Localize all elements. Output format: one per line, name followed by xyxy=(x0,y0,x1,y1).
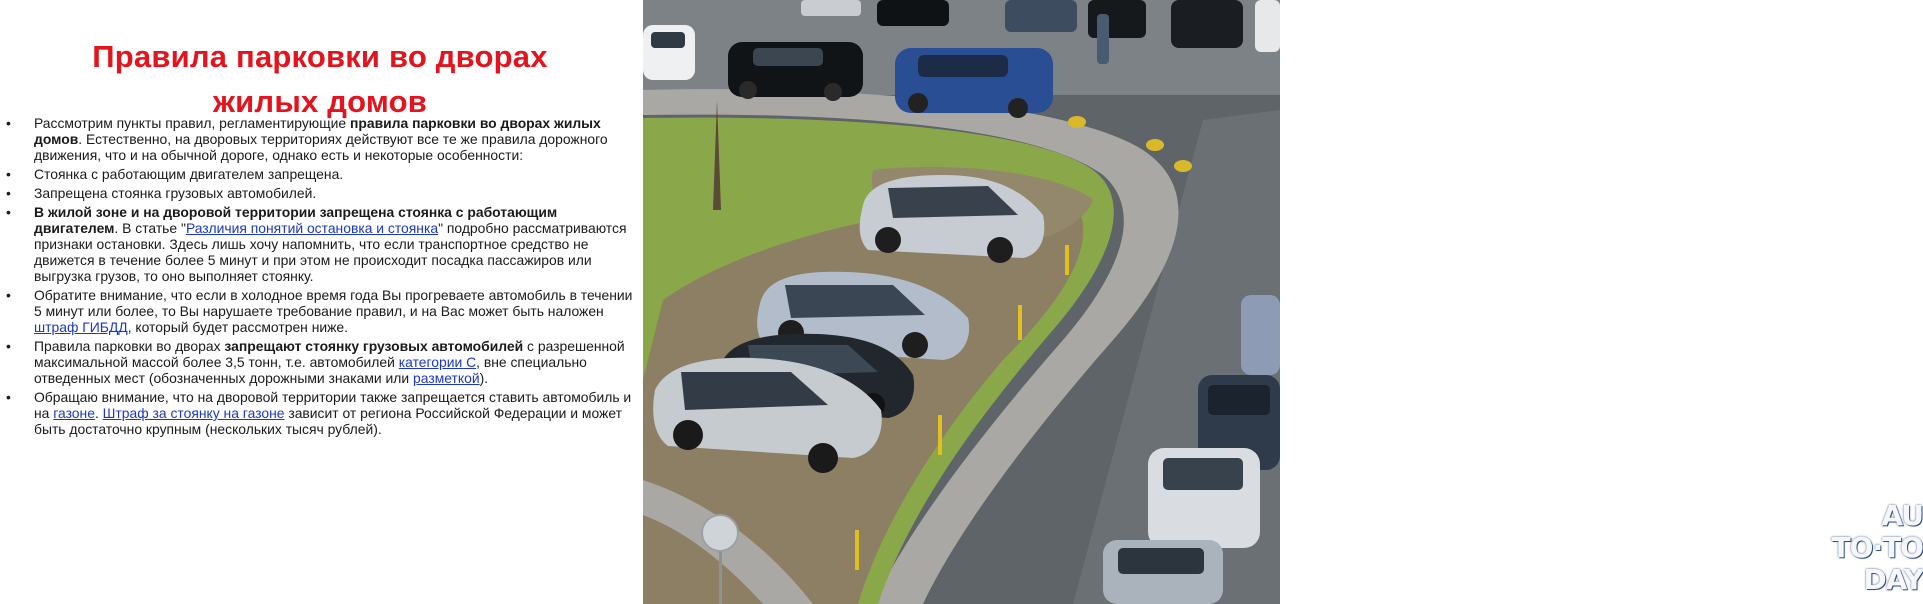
car xyxy=(801,0,861,16)
link-gibdd-fine[interactable]: штраф ГИБДД xyxy=(34,319,128,335)
road-sign xyxy=(702,515,738,551)
link-lawn-fine[interactable]: Штраф за стоянку на газоне xyxy=(102,405,285,421)
text-panel xyxy=(0,0,643,604)
link-road-marking[interactable]: разметкой xyxy=(413,370,480,386)
page-title xyxy=(0,34,640,124)
bold-phrase: правила парковки во дворах жилых домов xyxy=(34,115,601,147)
car xyxy=(1241,295,1280,375)
title-line-2: жилых домов xyxy=(213,84,427,119)
bollard xyxy=(1068,116,1086,128)
list-item: • Рассмотрим пункты правил, регламентирующие правила парковки во дворах жилых домов. Естественно, на дворовых территориях действуют все те же правила дорожного движения, что и на обычной дороге, однако есть и некоторые особенности: xyxy=(0,115,640,163)
list-item: • Обратите внимание, что если в холодное время года Вы прогреваете автомобиль в течении 5 минут или более, то Вы нарушаете требование правил, и на Вас может быть наложен штраф ГИБДД, который будет рассмотрен ниже. xyxy=(0,287,640,335)
bold-phrase: запрещают стоянку грузовых автомобилей xyxy=(224,338,524,354)
watermark-logo: AU TO·TO DAY xyxy=(1831,499,1923,596)
post xyxy=(1018,305,1022,340)
post xyxy=(938,415,942,455)
list-item: • Обращаю внимание, что на дворовой территории также запрещается ставить автомобиль и на газоне. Штраф за стоянку на газоне зависит от региона Российской Федерации и может быть достаточно крупным (нескольких тысяч рублей). xyxy=(0,389,640,437)
title-line-1: Правила парковки во дворах xyxy=(92,39,548,74)
bollard xyxy=(1146,139,1164,151)
post xyxy=(855,530,859,570)
parking-photo xyxy=(643,0,1923,604)
car xyxy=(1148,448,1260,548)
car xyxy=(877,0,949,26)
car xyxy=(1005,0,1077,32)
car xyxy=(1255,0,1280,52)
list-item: • В жилой зоне и на дворовой территории запрещена стоянка с работающим двигателем. В статье "Различия понятий остановка и стоянка" подробно рассматриваются признаки остановки. Здесь лишь хочу напомнить, что если транспортное средство не движется в течение более 5 минут и при этом не происходит посадка пассажиров или выгрузка грузов, то оно выполняет стоянку. xyxy=(0,204,640,284)
post xyxy=(1065,245,1069,275)
car xyxy=(1103,540,1223,604)
list-item: • Стоянка с работающим двигателем запрещена. xyxy=(0,166,640,182)
bold-phrase: В жилой зоне и на дворовой территории запрещена стоянка с работающим двигателем xyxy=(34,204,558,236)
car xyxy=(643,25,695,80)
car xyxy=(728,42,863,101)
parking-yard-illustration xyxy=(643,0,1280,604)
list-item: • Правила парковки во дворах запрещают стоянку грузовых автомобилей с разрешенной максимальной массой более 3,5 тонн, т.е. автомобилей категории С, вне специально отведенных мест (обозначенных дорожными знаками или разметкой). xyxy=(0,338,640,386)
car xyxy=(895,48,1053,118)
list-item: • Запрещена стоянка грузовых автомобилей. xyxy=(0,185,640,201)
link-lawn[interactable]: газоне xyxy=(53,405,95,421)
link-stop-vs-parking[interactable]: Различия понятий остановка и стоянка xyxy=(185,220,439,236)
car xyxy=(1088,0,1146,38)
car xyxy=(1171,0,1243,48)
link-category-c[interactable]: категории С xyxy=(398,354,477,370)
rules-list xyxy=(0,115,640,440)
pedestrian xyxy=(1097,14,1109,64)
bollard xyxy=(1174,160,1192,172)
